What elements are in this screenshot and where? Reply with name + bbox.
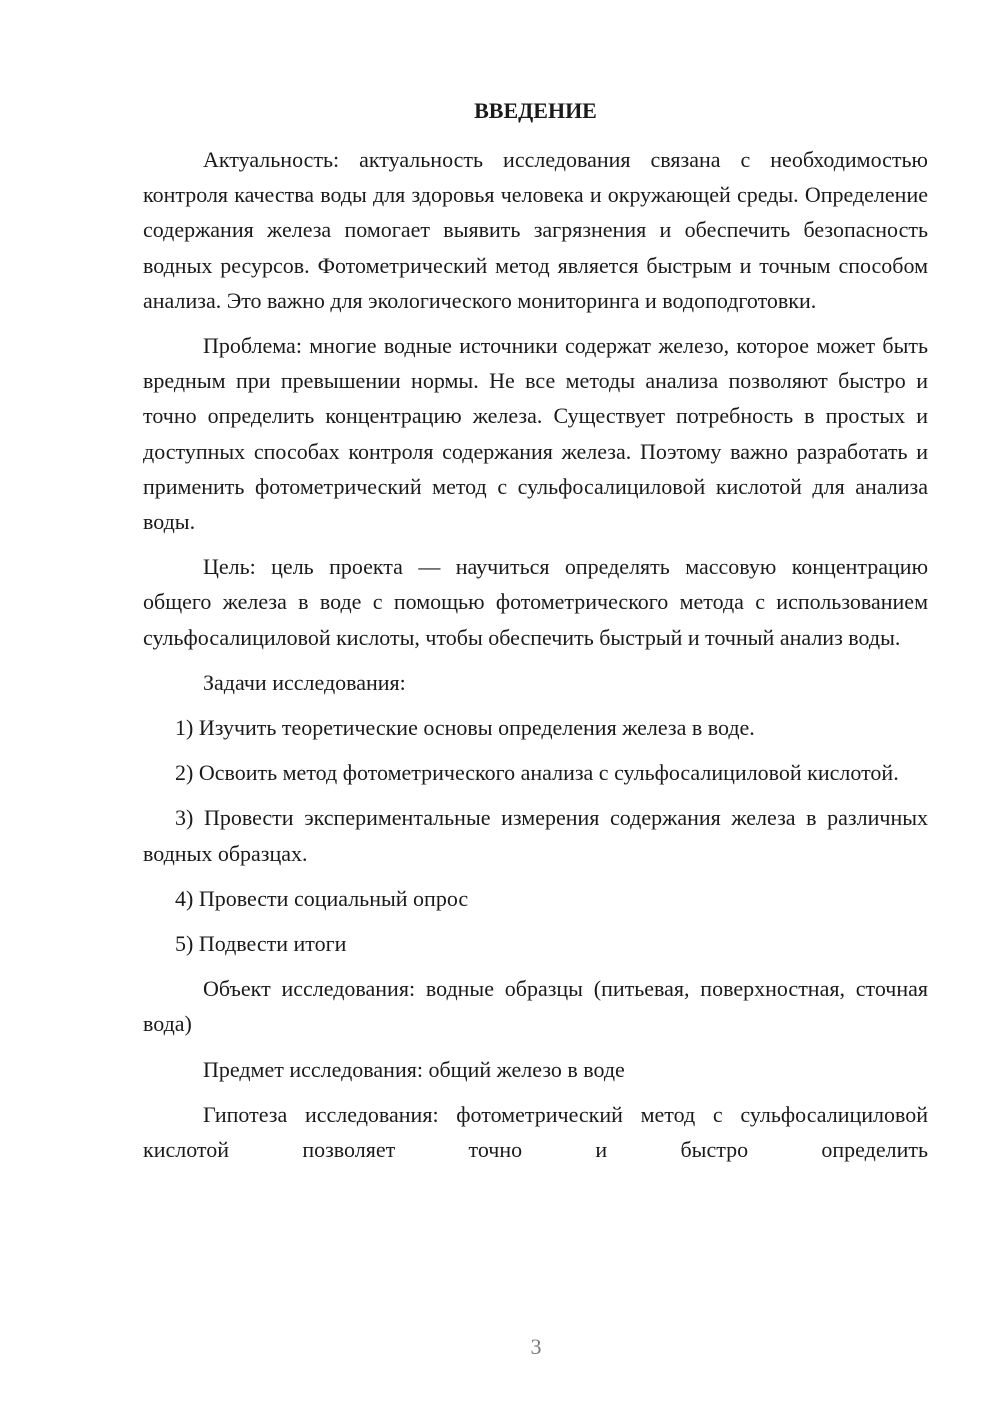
task-item-3: 3) Провести экспериментальные измерения содержания железа в различных водных образцах. (143, 805, 928, 866)
page-title: ВВЕДЕНИЕ (474, 98, 597, 123)
task-item-1: 1) Изучить теоретические основы определения железа в воде. (175, 715, 755, 741)
tasks-heading: Задачи исследования: (203, 669, 406, 695)
paragraph-hypothesis: Гипотеза исследования: фотометрический метод с сульфосалициловой кислотой позволяет точно и быстро определить (143, 1101, 928, 1163)
task-item-2: 2) Освоить метод фотометрического анализа с сульфосалициловой кислотой. (175, 760, 899, 786)
paragraph-subject: Предмет исследования: общий железо в воде (203, 1056, 625, 1082)
paragraph-object: Объект исследования: водные образцы (питьевая, поверхностная, сточная вода) (143, 976, 928, 1037)
document-body (143, 142, 928, 1167)
task-item-5: 5) Подвести итоги (175, 931, 347, 957)
task-item-4: 4) Провести социальный опрос (175, 885, 469, 911)
paragraph-problem: Проблема: многие водные источники содержат железо, которое может быть вредным при превышении нормы. Не все методы анализа позволяют быстро и точно определить концентрацию железа. Существует потребность в простых и доступных способах контроля содержания железа. Поэтому важно разработать и применить фотометрический метод с сульфосалициловой кислотой для анализа воды. (143, 333, 928, 535)
paragraph-relevance: Актуальность: актуальность исследования связана с необходимостью контроля качества воды для здоровья человека и окружающей среды. Определение содержания железа помогает выявить загрязнения и обеспечить безопасность водных ресурсов. Фотометрический метод является быстрым и точным способом анализа. Это важно для экологического мониторинга и водоподготовки. (143, 147, 928, 313)
paragraph-goal: Цель: цель проекта — научиться определять массовую концентрацию общего железа в воде с помощью фотометрического метода с использованием сульфосалициловой кислоты, чтобы обеспечить быстрый и точный анализ воды. (143, 554, 928, 650)
page-number: 3 (530, 1334, 542, 1359)
